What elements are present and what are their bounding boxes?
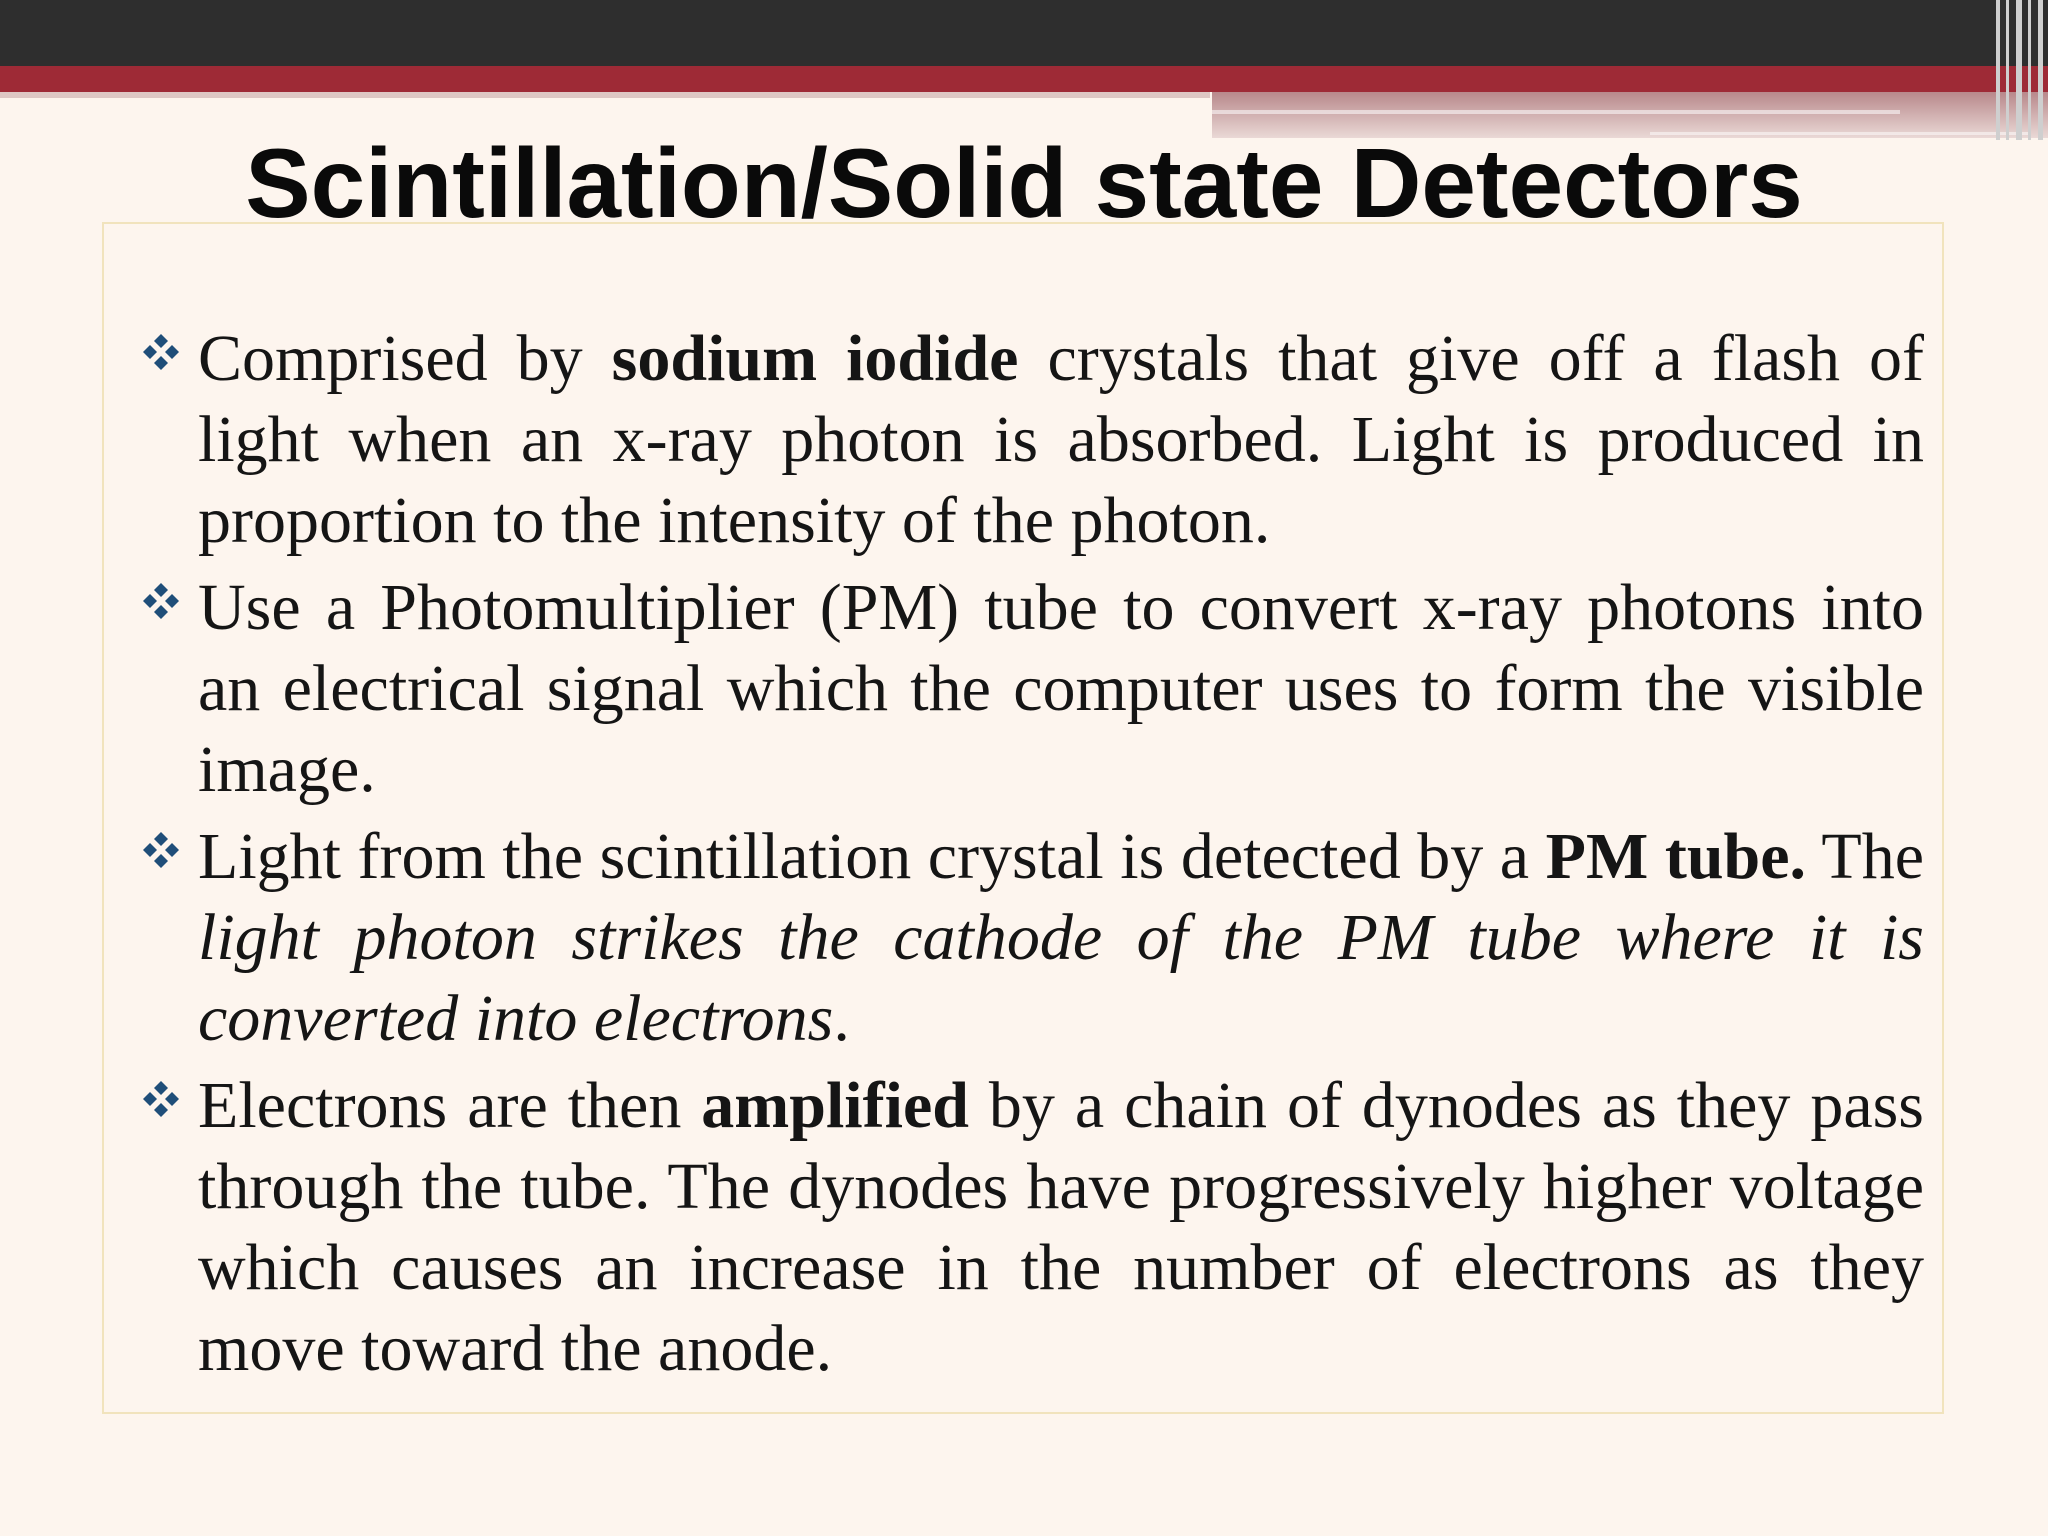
four-diamond-bullet-icon: [140, 581, 182, 623]
bullet-item-3: [134, 816, 1924, 1059]
bullet-1-text: Comprised by: [198, 322, 612, 395]
bullet-4-text-end: by a chain of dynodes as they pass through the tube. The dynodes have progressively higher voltage which causes an increase in the number of electrons as they move toward the anode.: [198, 1069, 1924, 1385]
four-diamond-bullet-icon: [140, 332, 182, 374]
bullet-4-text: Electrons are then: [198, 1069, 702, 1142]
bullet-3-text-end: .: [833, 982, 850, 1055]
four-diamond-bullet-icon: [140, 830, 182, 872]
four-diamond-bullet-icon: [140, 1079, 182, 1121]
header-accent-line: [1212, 110, 1900, 114]
header-red-shadow: [0, 92, 1210, 98]
bullet-item-4: [134, 1065, 1924, 1389]
bullet-2-text: Use a Photomultiplier (PM) tube to convert x-ray photons into an electrical signal which the computer uses to form the visible image.: [198, 571, 1924, 806]
bullet-1-bold: sodium iodide: [611, 322, 1019, 395]
bullet-3-text: Light from the scintillation crystal is detected by a: [198, 820, 1546, 893]
slide-title: Scintillation/Solid state Detectors: [245, 128, 1803, 238]
bullet-3-bold: PM tube.: [1545, 820, 1807, 893]
bullet-item-2: [134, 567, 1924, 810]
bullet-list: [134, 318, 1924, 1395]
bullet-1-text-end: crystals that give off a flash of light when an x-ray photon is absorbed. Light is produced in proportion to the intensity of the photon.: [198, 322, 1924, 557]
header-red-bar: [0, 66, 2048, 92]
bullet-3-text-mid: The: [1806, 820, 1925, 893]
header-dark-bar: [0, 0, 2048, 70]
bullet-item-1: [134, 318, 1924, 561]
bullet-3-italic: light photon strikes the cathode of the PM tube where it is converted into electrons: [198, 901, 1924, 1055]
bullet-4-bold: amplified: [701, 1069, 969, 1142]
header-edge-stripes: [1988, 0, 2048, 140]
